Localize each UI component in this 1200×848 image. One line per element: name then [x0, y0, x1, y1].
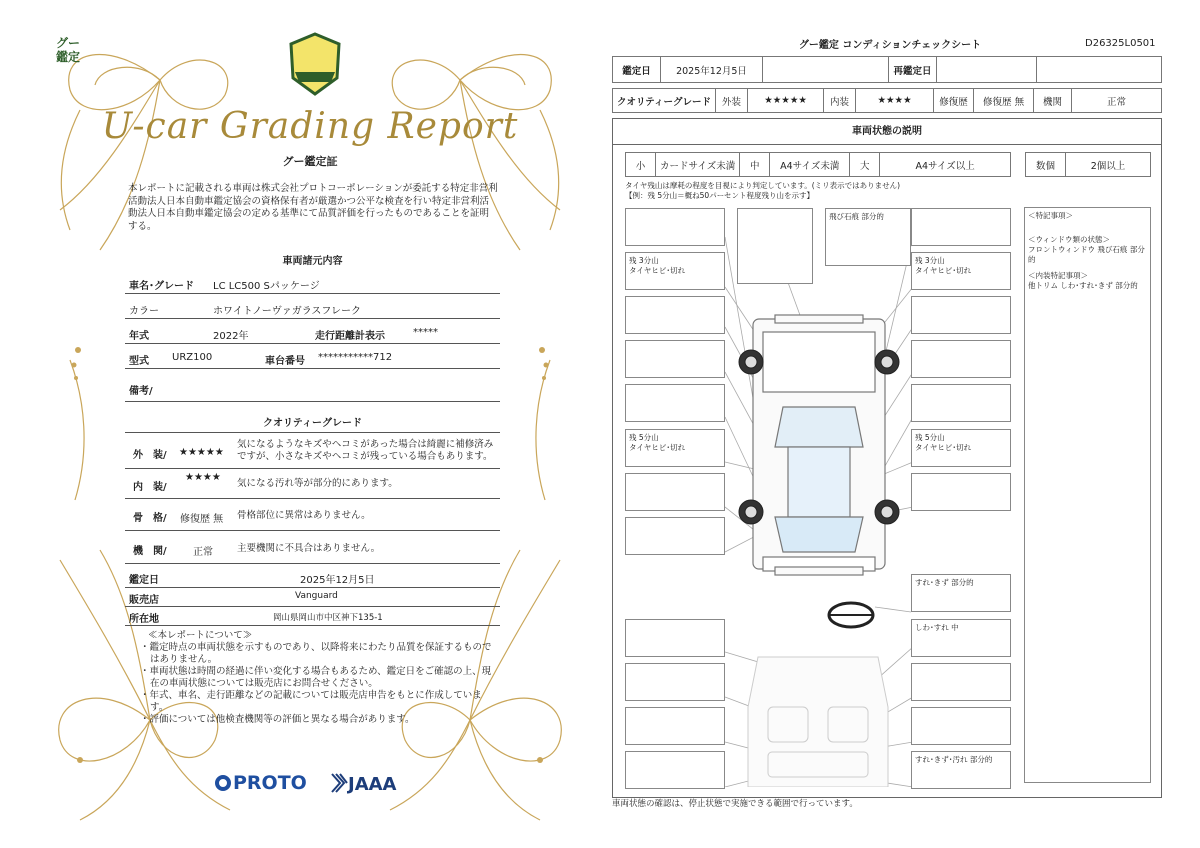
sheet-footer-note: 車両状態の確認は、停止状態で実施できる範囲で行っています。: [612, 799, 858, 809]
certificate-statement: 本レポートに記載される車両は株式会社プロトコーポレーションが委託する特定非営利活動法人日本自動車鑑定協会の資格保有者が厳選かつ公平な検査を行い特定非営利活動法人日本自動車鑑定協会の定める基準にて品質評価を行ったものであることを証明する。: [128, 183, 498, 232]
remarks-label: 備考/: [129, 386, 153, 397]
damage-box: [625, 473, 725, 511]
chassis-label: 車台番号: [265, 356, 305, 367]
interior-description: 気になる汚れ等が部分的にあります。: [237, 478, 398, 489]
tire-tread-note: [625, 181, 900, 201]
rear-interior-note: すれ･きず･汚れ 部分的: [915, 755, 993, 764]
exterior-stars: ★★★★★: [179, 447, 224, 458]
proto-logo-text: PROTO: [233, 772, 307, 794]
damage-box: [911, 208, 1011, 246]
damage-box: [911, 663, 1011, 701]
damage-size-legend: [625, 152, 1011, 177]
date-label: 鑑定日: [613, 57, 661, 83]
appraisal-date-row: [125, 566, 500, 588]
rear-right-tire-box: [911, 429, 1011, 467]
damage-box: [737, 208, 813, 284]
report-script-title: U-car Grading Report: [101, 106, 519, 147]
year-value: 2022年: [213, 331, 249, 342]
special-notes-box: [1024, 207, 1151, 783]
damage-box: [911, 707, 1011, 745]
windshield-chip-note: 飛び石痕 部分的: [829, 212, 884, 221]
redate-label: 再鑑定日: [889, 57, 937, 83]
address-label: 所在地: [129, 614, 159, 625]
odometer-value: *****: [413, 327, 438, 338]
spec-row-color: [125, 297, 500, 319]
interior-label: 内 装/: [133, 482, 167, 493]
window-condition-value: フロントウィンドウ 飛び石痕 部分的: [1028, 245, 1145, 264]
front-left-tire-box: [625, 252, 725, 290]
damage-box: [625, 296, 725, 334]
legend-medium: 中: [740, 153, 770, 177]
date-value: 2025年12月5日: [300, 575, 375, 586]
damage-box: [625, 707, 725, 745]
damage-box: [911, 340, 1011, 378]
certificate-title: グー鑑定証: [282, 155, 338, 168]
name-value: LC LC500 Sパッケージ: [213, 281, 320, 292]
damage-box: [625, 619, 725, 657]
name-label: 車名･グレード: [129, 281, 194, 292]
jaaa-logo: [330, 772, 397, 795]
engine-value: 正常: [1072, 89, 1162, 113]
tire-note-line: タイヤ残山は摩耗の程度を目視により判定しています。(ミリ表示ではありません): [625, 181, 901, 190]
spec-section-title: 車両諸元内容: [282, 256, 343, 267]
color-label: カラー: [129, 306, 159, 317]
spec-row-model: [125, 347, 500, 369]
note-item: ・車両状態は時間の経過に伴い変化する場合もあるため、鑑定日をご確認の上、現在の車両状態については販売店にお問合せください。: [140, 666, 492, 689]
count-legend: [1025, 152, 1151, 177]
proto-logo: [215, 772, 307, 794]
window-condition-title: ＜ウィンドウ類の状態＞: [1028, 235, 1111, 244]
date-value: 2025年12月5日: [661, 57, 763, 83]
damage-box: [625, 208, 725, 246]
spec-row-remarks: [125, 372, 500, 402]
tire-note-example: 【例：残 5分山＝概ね50パーセント程度残り山を示す】: [625, 191, 815, 200]
chassis-value: ***********712: [318, 352, 393, 363]
repair-label: 修復歴: [934, 89, 974, 113]
legend-small: 小: [626, 153, 656, 177]
steering-note: すれ･きず 部分的: [915, 578, 974, 587]
grade-row-interior: [125, 469, 500, 499]
legend-small-desc: カードサイズ未満: [656, 153, 740, 177]
address-row: [125, 607, 500, 626]
grade-row-exterior: [125, 434, 500, 469]
shop-value: Vanguard: [295, 591, 338, 601]
color-value: ホワイトノーヴァガラスフレーク: [213, 306, 361, 317]
rear-right-tire-note: 残 5分山 タイヤヒビ･切れ: [915, 433, 972, 452]
engine-value: 正常: [193, 547, 213, 558]
condition-check-sheet: [600, 30, 1180, 810]
badge-label: グー 鑑定: [55, 36, 80, 64]
special-notes-title: ＜特記事項＞: [1028, 211, 1073, 220]
front-right-tire-box: [911, 252, 1011, 290]
odometer-label: 走行距離計表示: [315, 331, 385, 342]
repair-value: 修復歴 無: [974, 89, 1034, 113]
front-left-tire-note: 残 3分山 タイヤヒビ･切れ: [629, 256, 686, 275]
legend-large-desc: A4サイズ以上: [880, 153, 1011, 177]
int-stars: ★★★★: [856, 89, 934, 113]
interior-special-value: 他トリム しわ･すれ･きず 部分的: [1028, 281, 1138, 290]
front-right-tire-note: 残 3分山 タイヤヒビ･切れ: [915, 256, 972, 275]
frame-label: 骨 格/: [133, 513, 167, 524]
jaaa-logo-icon: [330, 772, 348, 794]
exterior-label: 外 装/: [133, 450, 167, 461]
vehicle-condition-panel: [612, 118, 1162, 798]
damage-box: [625, 340, 725, 378]
interior-note: しわ･すれ 中: [915, 623, 959, 632]
interior-stars: ★★★★: [185, 472, 221, 483]
grade-section-title: クオリティーグレード: [263, 418, 362, 429]
spec-row-name: [125, 272, 500, 294]
shop-label: 販売店: [129, 595, 159, 606]
damage-box: [625, 384, 725, 422]
grading-certificate: [40, 20, 580, 835]
frame-description: 骨格部位に異常はありません。: [237, 510, 371, 521]
damage-box: [911, 473, 1011, 511]
sheet-title: グー鑑定 コンディションチェックシート: [798, 40, 982, 51]
document-id: D26325L0501: [1085, 38, 1156, 49]
damage-box: [911, 296, 1011, 334]
model-value: URZ100: [172, 352, 213, 363]
rear-left-tire-note: 残 5分山 タイヤヒビ･切れ: [629, 433, 686, 452]
spec-row-year: [125, 322, 500, 344]
jaaa-logo-text: JAAA: [348, 774, 397, 795]
ext-label: 外装: [716, 89, 748, 113]
grade-table: [612, 88, 1162, 113]
note-item: ・鑑定時点の車両状態を示すものであり、以降将来にわたり品質を保証するものではありません。: [140, 642, 492, 665]
interior-special-title: ＜内装特記事項＞: [1028, 271, 1088, 280]
note-item: ・年式、車名、走行距離などの記載については販売店申告をもとに作成しています。: [140, 690, 482, 713]
damage-box: [625, 751, 725, 789]
goo-appraisal-badge-icon: [287, 32, 343, 96]
damage-box: [625, 663, 725, 701]
engine-description: 主要機関に不具合はありません。: [237, 543, 381, 554]
engine-label: 機関: [1034, 89, 1072, 113]
report-notes: [140, 630, 500, 726]
engine-label: 機 関/: [133, 546, 167, 557]
damage-box: [625, 517, 725, 555]
legend-large: 大: [850, 153, 880, 177]
ext-stars: ★★★★★: [748, 89, 824, 113]
model-label: 型式: [129, 356, 149, 367]
frame-value: 修復歴 無: [180, 514, 224, 525]
address-value: 岡山県岡山市中区神下135-1: [273, 613, 383, 623]
date-table: [612, 56, 1162, 83]
proto-logo-icon: [215, 775, 231, 791]
note-item: ・評価については他検査機関等の評価と異なる場合があります。: [140, 714, 415, 725]
legend-count: 数個: [1026, 153, 1066, 177]
year-label: 年式: [129, 331, 149, 342]
section-title: 車両状態の説明: [613, 119, 1161, 145]
grade-row-frame: [125, 499, 500, 531]
rear-interior-damage-box: [911, 751, 1011, 789]
grade-row-engine: [125, 531, 500, 564]
grade-label: クオリティーグレード: [613, 89, 716, 113]
interior-damage-box: [911, 619, 1011, 657]
exterior-description: 気になるようなキズやヘコミがあった場合は綺麗に補修済みですが、小さなキズやヘコミが残っている場合もあります。: [237, 439, 494, 462]
date-label: 鑑定日: [129, 575, 159, 586]
rear-left-tire-box: [625, 429, 725, 467]
shop-row: [125, 588, 500, 607]
steering-wheel-icon: [829, 603, 873, 627]
int-label: 内装: [824, 89, 856, 113]
windshield-damage-box: [825, 208, 911, 266]
legend-medium-desc: A4サイズ未満: [770, 153, 850, 177]
notes-title: ≪本レポートについて≫: [148, 630, 253, 641]
steering-damage-box: [911, 574, 1011, 612]
damage-box: [911, 384, 1011, 422]
legend-count-desc: 2個以上: [1066, 153, 1151, 177]
